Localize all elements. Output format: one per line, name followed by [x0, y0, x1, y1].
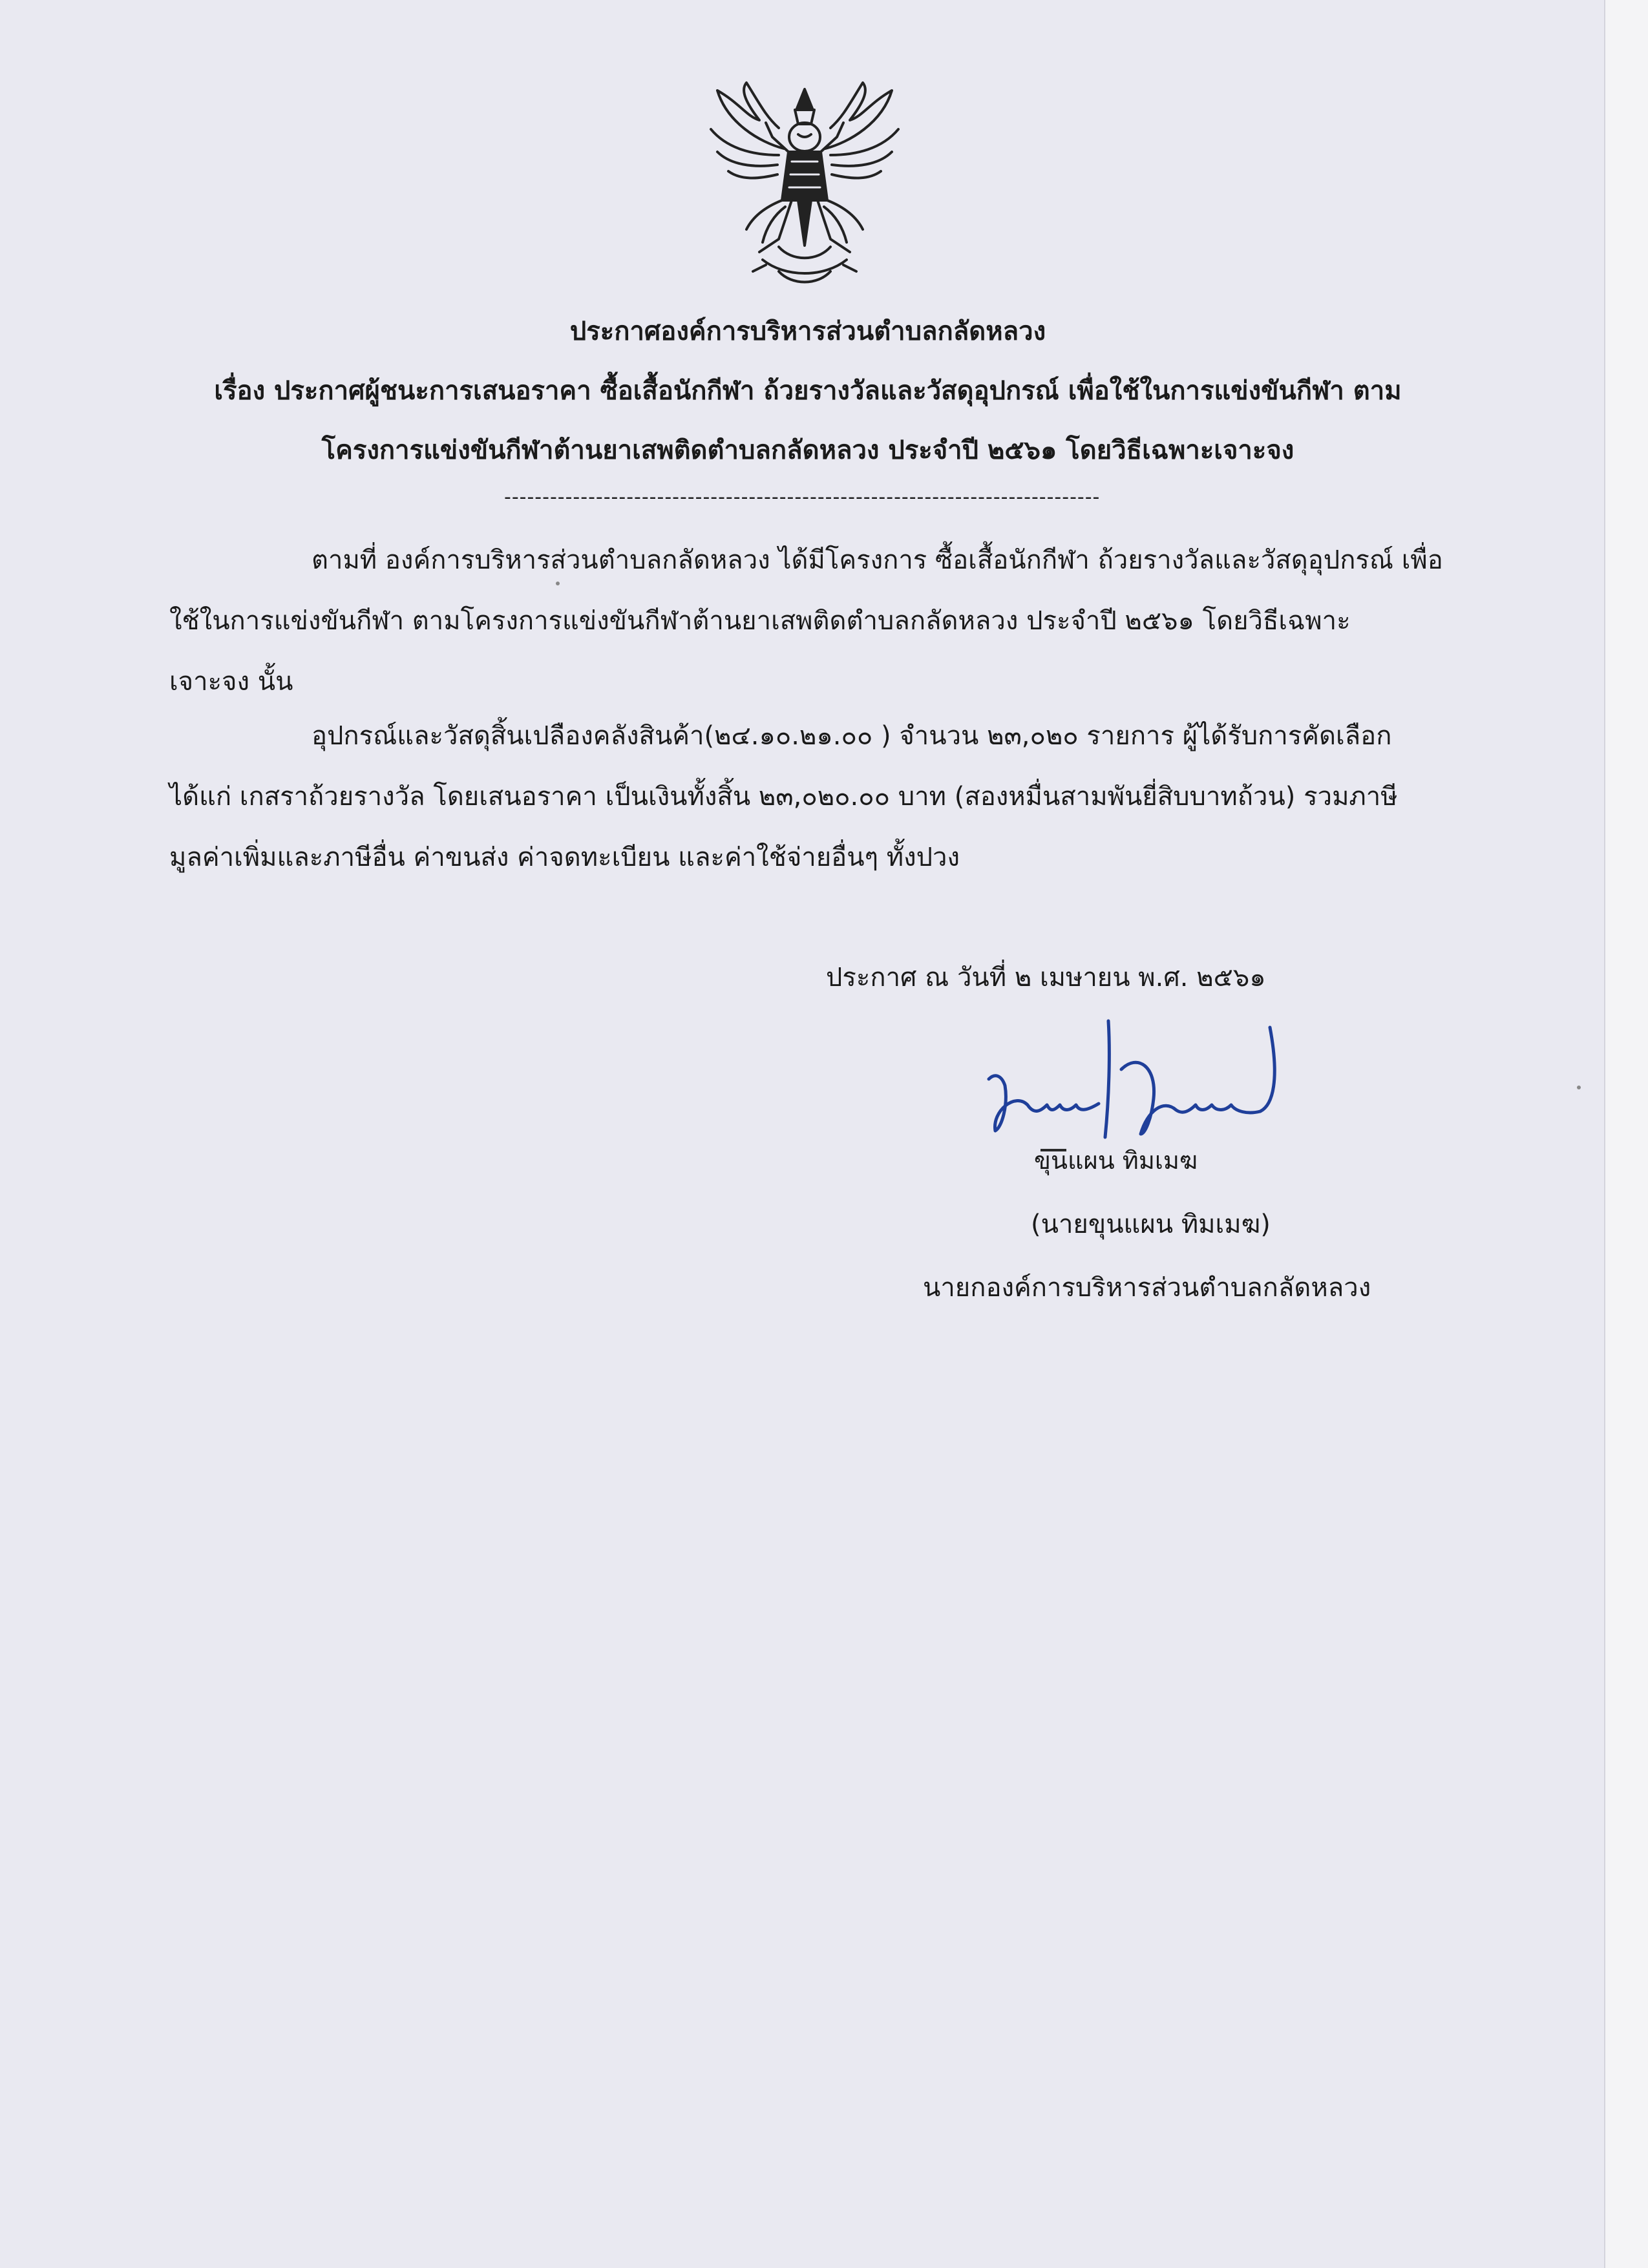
paragraph1-line-2: ใช้ในการแข่งขันกีฬา ตามโครงการแข่งขันกีฬาต้านยาเสพติดตำบลกลัดหลวง ประจำปี ๒๕๖๑ โดยวิธีเฉพาะ — [169, 606, 1351, 636]
scan-speck — [1577, 1086, 1581, 1089]
paragraph1-line-3: เจาะจง นั้น — [169, 667, 293, 697]
signer-full-name: (นายขุนแผน ทิมเมฆ) — [1031, 1210, 1271, 1239]
subject-line-2: โครงการแข่งขันกีฬาต้านยาเสพติดตำบลกลัดหลวง ประจำปี ๒๕๖๑ โดยวิธีเฉพาะเจาะจง — [321, 436, 1294, 465]
paper-edge — [1604, 0, 1648, 2268]
garuda-emblem-icon — [701, 78, 908, 291]
announce-date: ประกาศ ณ วันที่ ๒ เมษายน พ.ศ. ๒๕๖๑ — [826, 963, 1266, 992]
signer-printed-name: ขุนแผน ทิมเมฆ — [1034, 1146, 1198, 1175]
divider-line: ------------------------------------------------------------------------------ — [504, 486, 1101, 509]
paragraph-background — [169, 530, 1475, 712]
subject-line-1: เรื่อง ประกาศผู้ชนะการเสนอราคา ซื้อเสื้อนักกีฬา ถ้วยรางวัลและวัสดุอุปกรณ์ เพื่อใช้ในการแข่งขันกีฬา ตาม — [214, 376, 1402, 406]
signer-position: นายกองค์การบริหารส่วนตำบลกลัดหลวง — [923, 1273, 1371, 1303]
paragraph1-line-1: ตามที่ องค์การบริหารส่วนตำบลกลัดหลวง ได้มีโครงการ ซื้อเสื้อนักกีฬา ถ้วยรางวัลและวัสดุอุปกรณ์ เพื่อ — [312, 545, 1443, 575]
announcement-title: ประกาศองค์การบริหารส่วนตำบลกลัดหลวง — [569, 317, 1046, 346]
paragraph2-line-2: ได้แก่ เกสราถ้วยรางวัล โดยเสนอราคา เป็นเงินทั้งสิ้น ๒๓,๐๒๐.๐๐ บาท (สองหมื่นสามพันยี่สิบบาทถ้วน) รวมภาษี — [169, 782, 1398, 812]
paragraph-winner — [169, 706, 1475, 888]
paragraph2-line-3: มูลค่าเพิ่มและภาษีอื่น ค่าขนส่ง ค่าจดทะเบียน และค่าใช้จ่ายอื่นๆ ทั้งปวง — [169, 843, 960, 872]
paragraph2-line-1: อุปกรณ์และวัสดุสิ้นเปลืองคลังสินค้า(๒๔.๑๐.๒๑.๐๐ ) จำนวน ๒๓,๐๒๐ รายการ ผู้ได้รับการคัดเลือก — [312, 721, 1392, 751]
scan-speck — [556, 582, 560, 585]
